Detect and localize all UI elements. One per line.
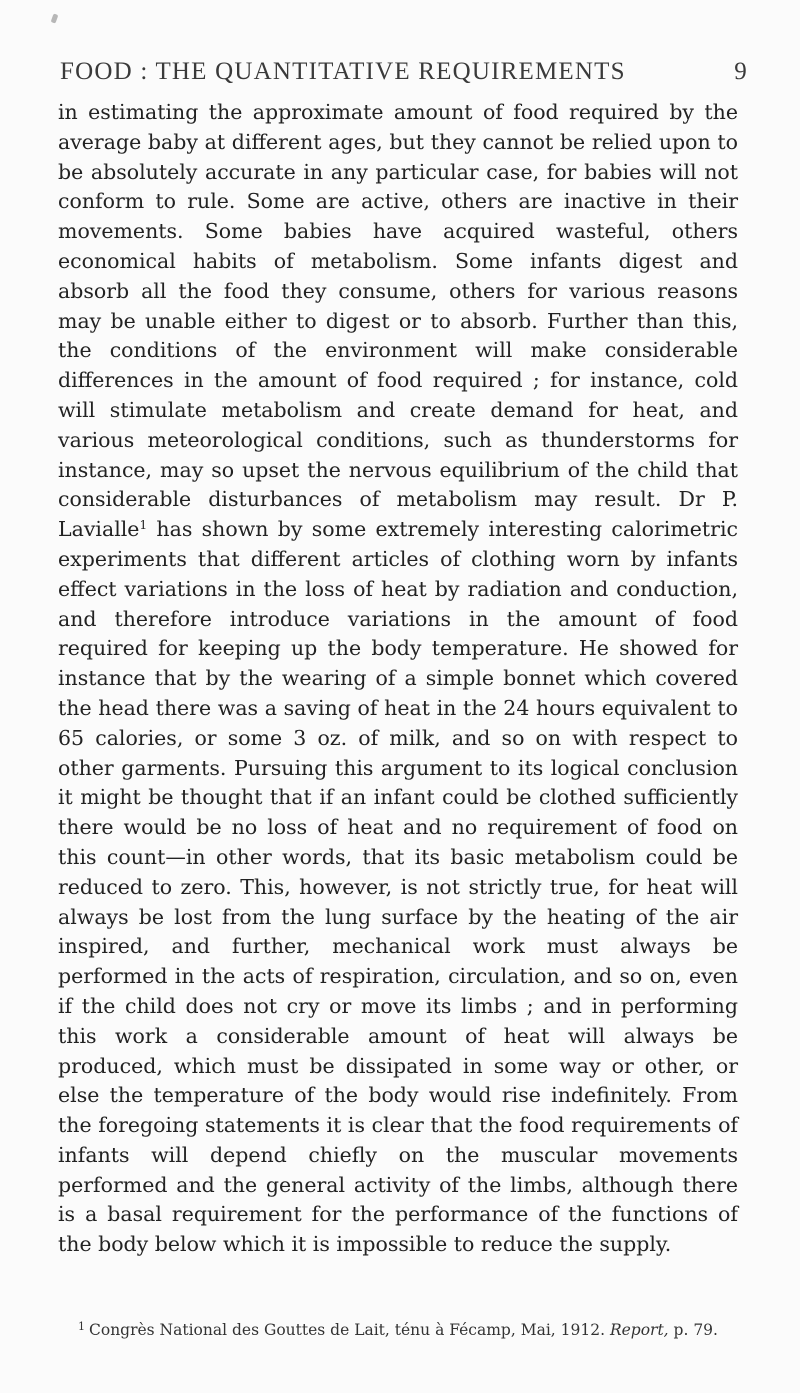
running-head-title: FOOD : THE QUANTITATIVE REQUIREMENTS	[60, 58, 626, 85]
body-text-part-1: in estimating the approximate amount of food required by the average baby at different ages, but they cannot be relied upon to be absolutely accurate in any particular case, for babies will not conform to rule. Some are active, others are inactive in their movements. Some babies have acquired wasteful, others economical habits of metabolism. Some infants digest and absorb all the food they consume, others for various reasons may be unable either to digest or to absorb. Further than this, the conditions of the environment will make considerable differences in the amount of food required ; for instance, cold will stimulate metabolism and create demand for heat, and various meteorological conditions, such as thunderstorms for instance, may so upset the nervous equilibrium of the child that considerable disturbances of metabolism may result. Dr P. Lavialle	[58, 100, 738, 542]
footnote-tail: p. 79.	[668, 1321, 718, 1339]
body-paragraph	[58, 98, 738, 1260]
body-text-part-2: has shown by some extremely interesting calorimetric experiments that different articles of clothing worn by infants effect variations in the loss of heat by radiation and conduction, and therefore introduce variations in the amount of food required for keeping up the body temperature. He showed for instance that by the wearing of a simple bonnet which covered the head there was a saving of heat in the 24 hours equivalent to 65 calories, or some 3 oz. of milk, and so on with respect to other garments. Pursuing this argument to its logical conclusion it might be thought that if an infant could be clothed sufficiently there would be no loss of heat and no requirement of food on this count—in other words, that its basic metabolism could be reduced to zero. This, however, is not strictly true, for heat will always be lost from the lung surface by the heating of the air inspired, and further, mechanical work must always be performed in the acts of respiration, circulation, and so on, even if the child does not cry or move its limbs ; and in performing this work a considerable amount of heat will always be produced, which must be dissipated in some way or other, or else the temperature of the body would rise indefinitely. From the foregoing statements it is clear that the food requirements of infants will depend chiefly on the muscular movements performed and the general activity of the limbs, although there is a basal requirement for the performance of the functions of the body below which it is impossible to reduce the supply.	[58, 517, 738, 1257]
footnote	[58, 1316, 738, 1341]
footnote-reference: 1	[139, 518, 148, 533]
footnote-text: Congrès National des Gouttes de Lait, ténu à Fécamp, Mai, 1912.	[89, 1321, 610, 1339]
scan-speck	[51, 13, 59, 23]
footnote-mark: 1	[78, 1320, 85, 1333]
body-text	[58, 98, 738, 1260]
footnote-italic: Report,	[609, 1321, 669, 1339]
running-head	[60, 58, 748, 92]
page-number: 9	[734, 58, 748, 85]
